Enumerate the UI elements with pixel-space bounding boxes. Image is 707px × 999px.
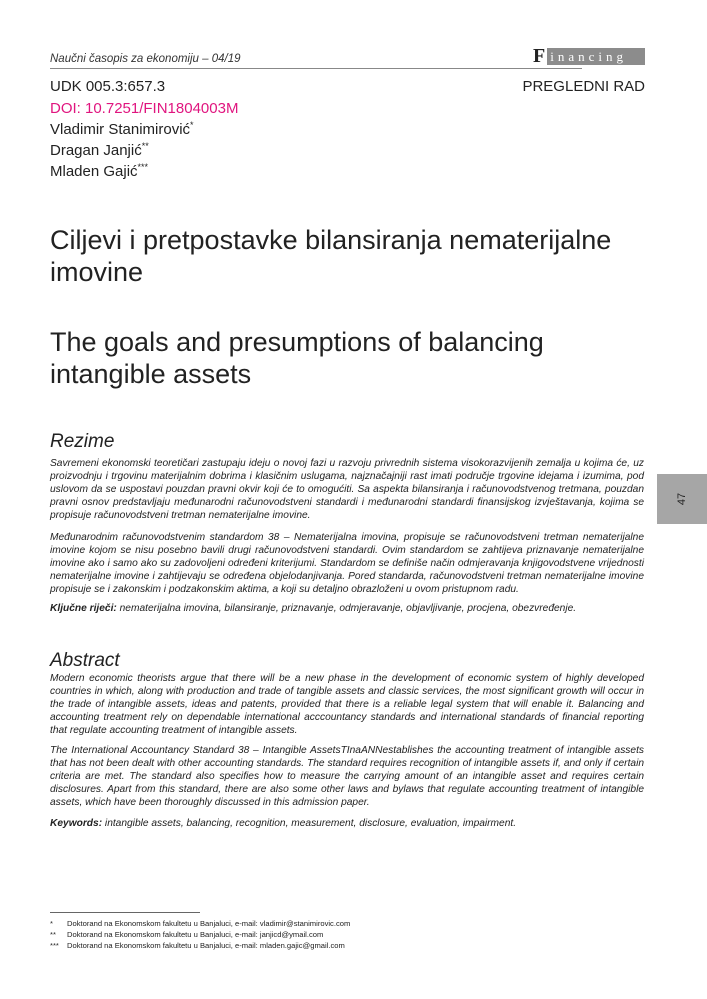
footnote-3 — [50, 941, 345, 950]
abstract-paragraph-2: The International Accountancy Standard 38 – Intangible AssetsTInaANNestablishes the accounting treatment of intangible assets that has not been dealt with other accounting standards. The standard requires recognition of intangible assets if, and only if certain criteria are met. The standard also specifies how to measure the carrying amount of an intangible asset and requires certain disclosures. Apart from this standard, there are also some other laws and bylaws that regulate accounting treatment of intangible assets, which have been thoroughly discussed in this admission paper. — [50, 745, 644, 808]
title-english: The goals and presumptions of balancing intangible assets — [50, 327, 544, 389]
abstract-keywords — [50, 817, 644, 830]
logo-word: inancing — [547, 48, 645, 65]
footnote-1-mark: * — [50, 919, 53, 928]
author-2-mark: ** — [141, 141, 149, 151]
footnote-divider — [50, 912, 200, 913]
logo-letter: F — [533, 45, 546, 67]
rezime-keywords — [50, 602, 644, 615]
rezime-paragraph-2: Međunarodnim računovodstvenim standardom 38 – Nematerijalna imovina, propisuje se računovodstveni tretman nematerijalne imovine kojom se nisu posebno bavili drugi računovodstveni standardi. Ovim standardom se zahtijeva priznavanje nematerijalne imovine ako i samo ako su zadovoljeni određeni kriterijumi. Standardom se definiše način odmjeravanja knjigovodstvene vrijednosti nematerijalne imovine i zahtijevaju se određena objelodanjivanja. Pored standarda, računovodstveni tretman nematerijalne imovine propisuje se i zakonskim i podzakonskim aktima, a koji su detaljno obrazloženi u ovom pristupnom radu. — [50, 532, 644, 595]
page-number-tab — [657, 474, 707, 524]
paper-type: PREGLEDNI RAD — [522, 78, 645, 95]
abstract-heading: Abstract — [50, 650, 120, 671]
abstract-keywords-list: intangible assets, balancing, recognition, measurement, disclosure, evaluation, impairment. — [102, 818, 517, 829]
rezime-heading: Rezime — [50, 431, 115, 452]
udk-code: UDK 005.3:657.3 — [50, 78, 166, 95]
footnote-3-text: Doktorand na Ekonomskom fakultetu u Banjaluci, e-mail: mladen.gajic@gmail.com — [67, 941, 345, 950]
title-serbian: Ciljevi i pretpostavke bilansiranja nematerijalne imovine — [50, 225, 612, 287]
footnote-2 — [50, 930, 323, 939]
author-1: Vladimir Stanimirović* — [50, 120, 194, 138]
rezime-keywords-label: Ključne riječi: — [50, 603, 117, 614]
financing-logo — [533, 46, 645, 66]
footnote-1-text: Doktorand na Ekonomskom fakultetu u Banjaluci, e-mail: vladimir@stanimirovic.com — [67, 919, 351, 928]
doi-link[interactable]: DOI: 10.7251/FIN1804003M — [50, 100, 239, 117]
author-3: Mladen Gajić*** — [50, 162, 149, 180]
footnote-2-text: Doktorand na Ekonomskom fakultetu u Banjaluci, e-mail: janjicd@ymail.com — [67, 930, 324, 939]
journal-name: Naučni časopis za ekonomiju – — [50, 53, 209, 65]
author-1-mark: * — [190, 120, 194, 130]
page-number: 47 — [676, 492, 688, 506]
author-2: Dragan Janjić** — [50, 141, 149, 159]
header-divider — [50, 68, 582, 69]
author-3-mark: *** — [137, 162, 149, 172]
footnote-1 — [50, 919, 350, 928]
rezime-paragraph-1: Savremeni ekonomski teoretičari zastupaju ideju o novoj fazi u razvoju privrednih sistema visokorazvijenih zemalja u kojima će, uz proizvodnju i trgovinu materijalnim dobrima i klasičnim uslugama, najznačajniji rast imati područje trgovine idejama i izumima, pod uslovom da se uspostavi pouzdan pravni okvir koji će to omogućiti. Sa aspekta bilansiranja i računovodstvenog tretmana, pouzdan pravni osnov predstavljaju međunarodni računovodstveni standardi i međunarodni standardi finansijskog izvještavanja, kojima se propisuje računovodstveni tretman nematerijalne imovine. — [50, 458, 644, 521]
rezime-keywords-list: nematerijalna imovina, bilansiranje, priznavanje, odmjeravanje, objavljivanje, procjena, obezvređenje. — [116, 603, 577, 614]
footnote-2-mark: ** — [50, 930, 56, 939]
journal-issue: 04/19 — [211, 53, 241, 65]
abstract-paragraph-1: Modern economic theorists argue that there will be a new phase in the development of economic system of highly developed countries in which, along with production and trade of tangible assets and classic services, the most significant growth will occur in the trade of intangible assets, ideas and patents, provided that there is a reliable legal system that will enable it. Balancing and accounting treatment rely on dependable international acccountancy standards and international standards of financial reporting that regulate accounting treatment of intangible assets. — [50, 673, 644, 736]
abstract-keywords-label: Keywords: — [50, 818, 103, 829]
footnote-3-mark: *** — [50, 941, 59, 950]
